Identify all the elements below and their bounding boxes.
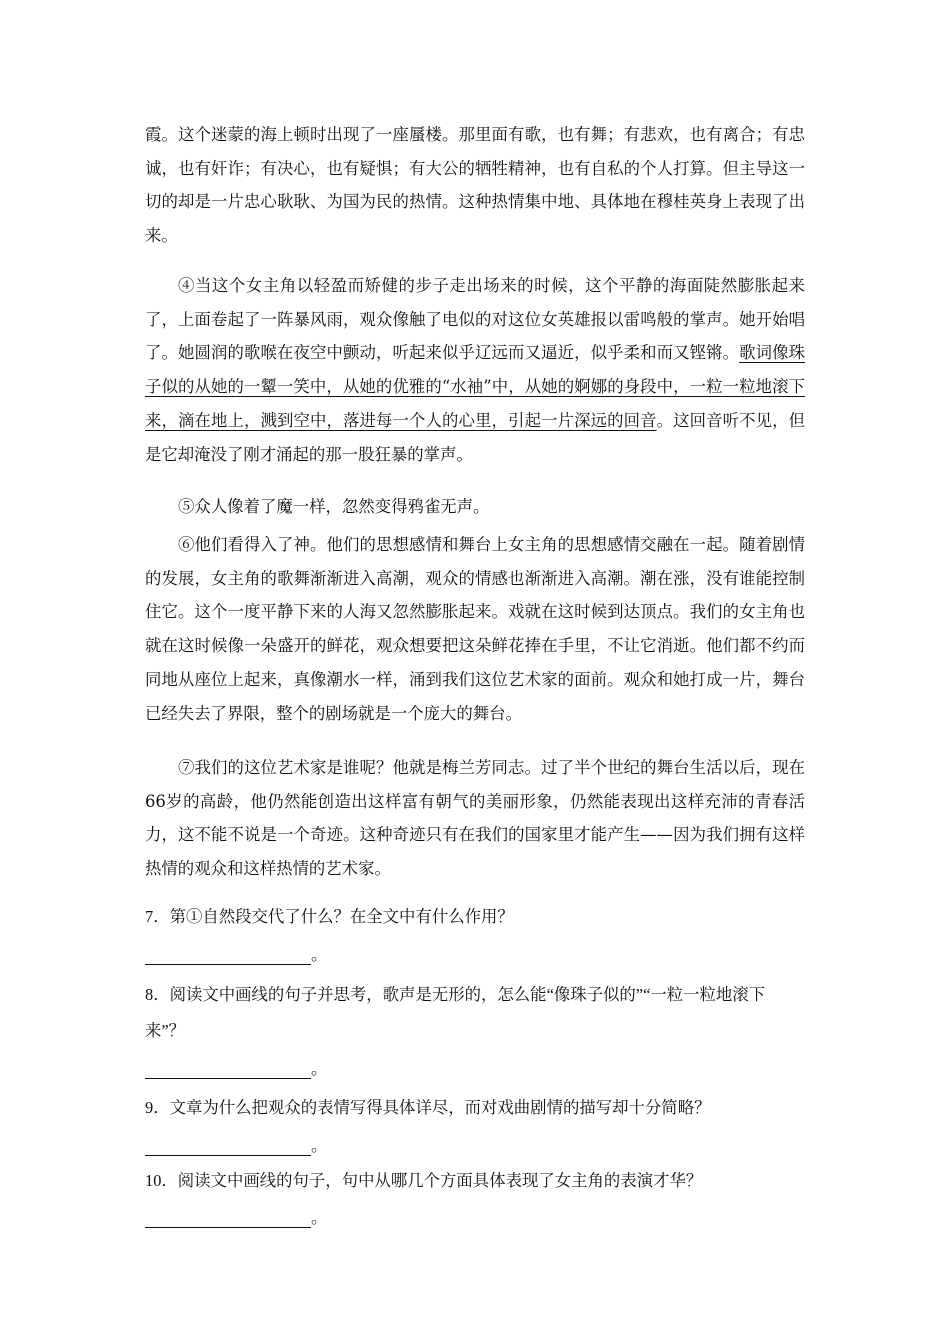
- answer-blank[interactable]: [145, 1211, 311, 1228]
- paragraph-7: ⑦我们的这位艺术家是谁呢？他就是梅兰芳同志。过了半个世纪的舞台生活以后，现在66岁的高龄，他仍然能创造出这样富有朝气的美丽形象，仍然能表现出这样充沛的青春活力，这不能不说是一个奇迹。这种奇迹只有在我们的国家里才能产生——因为我们拥有这样热情的观众和这样热情的艺术家。: [145, 758, 805, 879]
- answer-blank[interactable]: [145, 1139, 311, 1156]
- period-mark: 。: [311, 1136, 328, 1155]
- period-mark: 。: [311, 1059, 328, 1078]
- answer-line-9[interactable]: [145, 1136, 327, 1156]
- paragraph-4-text: ④当这个女主角以轻盈而矫健的步子走出场来的时候，这个平静的海面陡然膨胀起来了，上面卷起了一阵暴风雨，观众像触了电似的对这位女英雄报以雷鸣般的掌声。她开始唱了。她圆润的歌喉在夜空中颤动，听起来似乎辽远而又逼近，似乎柔和而又铿锵。: [145, 276, 805, 363]
- answer-line-7[interactable]: [145, 945, 327, 965]
- paragraph-5: ⑤众人像着了魔一样，忽然变得鸦雀无声。: [178, 497, 490, 516]
- question-10: 10．阅读文中画线的句子，句中从哪几个方面具体表现了女主角的表演才华？: [145, 1171, 703, 1190]
- answer-line-8[interactable]: [145, 1059, 327, 1079]
- period-mark: 。: [311, 1208, 328, 1227]
- answer-blank[interactable]: [145, 1062, 311, 1079]
- answer-blank[interactable]: [145, 948, 311, 965]
- question-8: 8．阅读文中画线的句子并思考，歌声是无形的，怎么能“像珠子似的”“一粒一粒地滚下来”？: [145, 985, 766, 1040]
- question-7: 7．第①自然段交代了什么？在全文中有什么作用？: [145, 907, 514, 926]
- paragraph-4-tail: 。这回音听不见，但是它却淹没了刚才涌起的那一股狂暴的掌声。: [145, 410, 806, 464]
- answer-line-10[interactable]: [145, 1208, 327, 1228]
- paragraph-6: ⑥他们看得入了神。他们的思想感情和舞台上女主角的思想感情交融在一起。随着剧情的发展，女主角的歌舞渐渐进入高潮，观众的情感也渐渐进入高潮。潮在涨，没有谁能控制住它。这个一度平静下来的人海又忽然膨胀起来。戏就在这时候到达顶点。我们的女主角也就在这时候像一朵盛开的鲜花，观众想要把这朵鲜花捧在手里，不让它消逝。他们都不约而同地从座位上起来，真像潮水一样，涌到我们这位艺术家的面前。观众和她打成一片，舞台已经失去了界限，整个的剧场就是一个庞大的舞台。: [145, 535, 805, 723]
- underlined-sentence: 歌词像珠子似的从她的一颦一笑中，从她的优雅的“水袖”中，从她的婀娜的身段中，一粒一粒地滚下来，滴在地上，溅到空中，落进每一个人的心里，引起一片深远的回音: [145, 343, 806, 430]
- question-9: 9．文章为什么把观众的表情写得具体详尽，而对戏曲剧情的描写却十分简略？: [145, 1098, 711, 1117]
- period-mark: 。: [311, 945, 328, 964]
- paragraph-4: [145, 269, 805, 471]
- paragraph-3-continued: 霞。这个迷蒙的海上顿时出现了一座蜃楼。那里面有歌，也有舞；有悲欢，也有离合；有忠诚，也有奸诈；有决心，也有疑惧；有大公的牺牲精神，也有自私的个人打算。但主导这一切的却是一片忠心耿耿、为国为民的热情。这种热情集中地、具体地在穆桂英身上表现了出来。: [145, 125, 805, 246]
